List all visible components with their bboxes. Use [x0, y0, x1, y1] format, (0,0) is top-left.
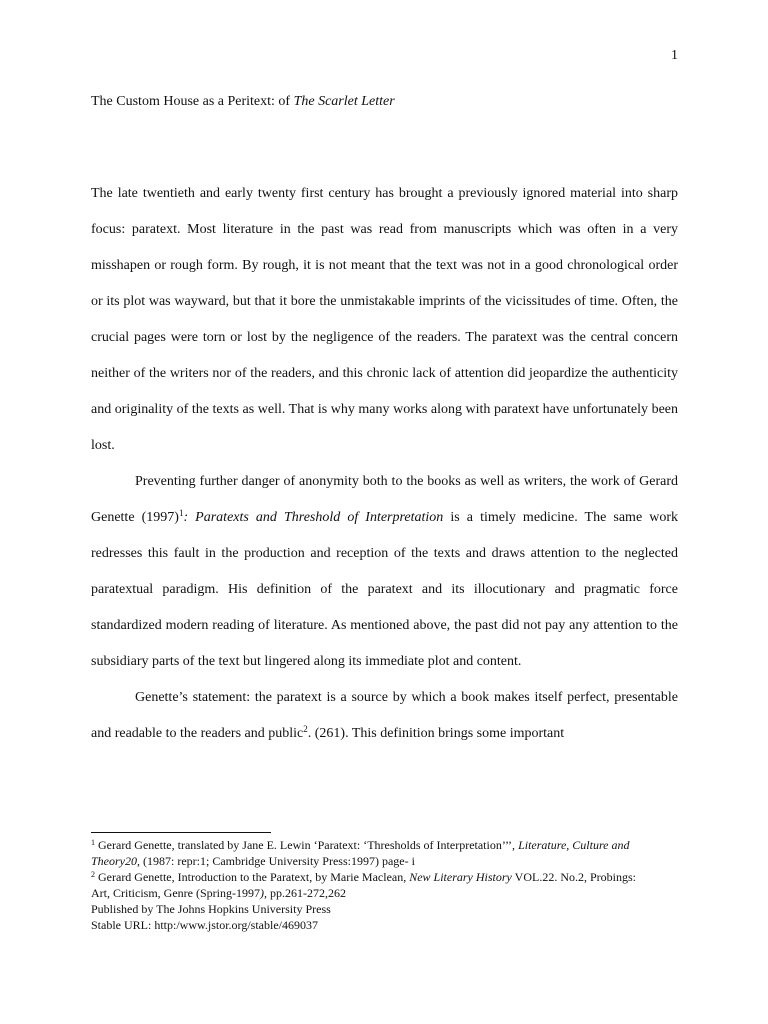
footnote-2-text-2: VOL.22. No.2, Probings: — [511, 870, 637, 884]
footnote-2-line-3: Published by The Johns Hopkins University Press — [91, 902, 331, 916]
footnote-divider — [91, 832, 271, 833]
book-title: Paratexts and Threshold of Interpretation — [188, 510, 444, 525]
page-number: 1 — [671, 48, 678, 63]
footnote-1-italic: Literature, Culture and — [518, 838, 630, 852]
footnote-2-number: 2 — [91, 870, 95, 879]
footnote-2-line-2-italic: ), — [259, 886, 267, 900]
footnote-1-text: Gerard Genette, translated by Jane E. Lewin ‘Paratext: ‘Thresholds of Interpretation’’’, — [95, 838, 519, 852]
paragraph-3 — [91, 680, 678, 752]
paragraph-2 — [91, 464, 678, 680]
footnote-2-text: Gerard Genette, Introduction to the Paratext, by Marie Maclean, — [95, 870, 410, 884]
footnote-2-line-2-end: pp.261-272,262 — [266, 886, 346, 900]
footnote-1-line-1 — [91, 837, 681, 853]
document-body — [91, 176, 678, 752]
footnote-2-italic: New Literary History — [409, 870, 512, 884]
footnote-ref-2: 2 — [303, 724, 308, 734]
footnote-1-text-2: , (1987: repr:1; Cambridge University Press:1997) page- i — [137, 854, 415, 868]
footnote-1-italic-2: Theory20 — [91, 854, 137, 868]
footnote-2-line-4: Stable URL: http:/www.jstor.org/stable/469037 — [91, 918, 318, 932]
document-title — [91, 94, 395, 110]
paragraph-1: The late twentieth and early twenty first century has brought a previously ignored material into sharp focus: paratext. Most literature in the past was read from manuscripts which was often in a very misshapen or rough form. By rough, it is not meant that the text was not in a good chronological order or its plot was wayward, but that it bore the unmistakable imprints of the vicissitudes of time. Often, the crucial pages were torn or lost by the negligence of the readers. The paratext was the central concern neither of the writers nor of the readers, and this chronic lack of attention did jeopardize the authenticity and originality of the texts as well. That is why many works along with paratext have unfortunately been lost. — [91, 186, 678, 453]
paragraph-3-start: Genette’s statement: the paratext is a source by which a book makes itself perfect, presentable and readable to the readers and public — [91, 690, 678, 741]
footnote-2-line-2-text: Art, Criticism, Genre (Spring-1997 — [91, 886, 260, 900]
paragraph-2-end: is a timely medicine. The same work redresses this fault in the production and reception of the texts and draws attention to the neglected paratextual paradigm. His definition of the paratext and its illocutionary and pragmatic force standardized modern reading of literature. As mentioned above, the past did not pay any attention to the subsidiary parts of the text but lingered along its immediate plot and content. — [91, 510, 679, 669]
footnotes — [91, 837, 681, 933]
paragraph-2-start: Preventing further danger of anonymity both to the books as well as writers, the work of Gerard Genette (1997) — [91, 474, 678, 525]
footnote-1-line-2 — [91, 853, 681, 869]
title-italic-work: The Scarlet Letter — [293, 94, 395, 109]
paragraph-3-end: . (261). This definition brings some important — [307, 726, 565, 741]
footnote-2-line-1 — [91, 869, 681, 885]
footnote-2-line-2 — [91, 885, 681, 901]
footnote-1-number: 1 — [91, 838, 95, 847]
title-text: The Custom House as a Peritext: of — [91, 94, 294, 109]
footnote-ref-1: 1 — [178, 508, 184, 518]
colon: : — [183, 510, 189, 525]
